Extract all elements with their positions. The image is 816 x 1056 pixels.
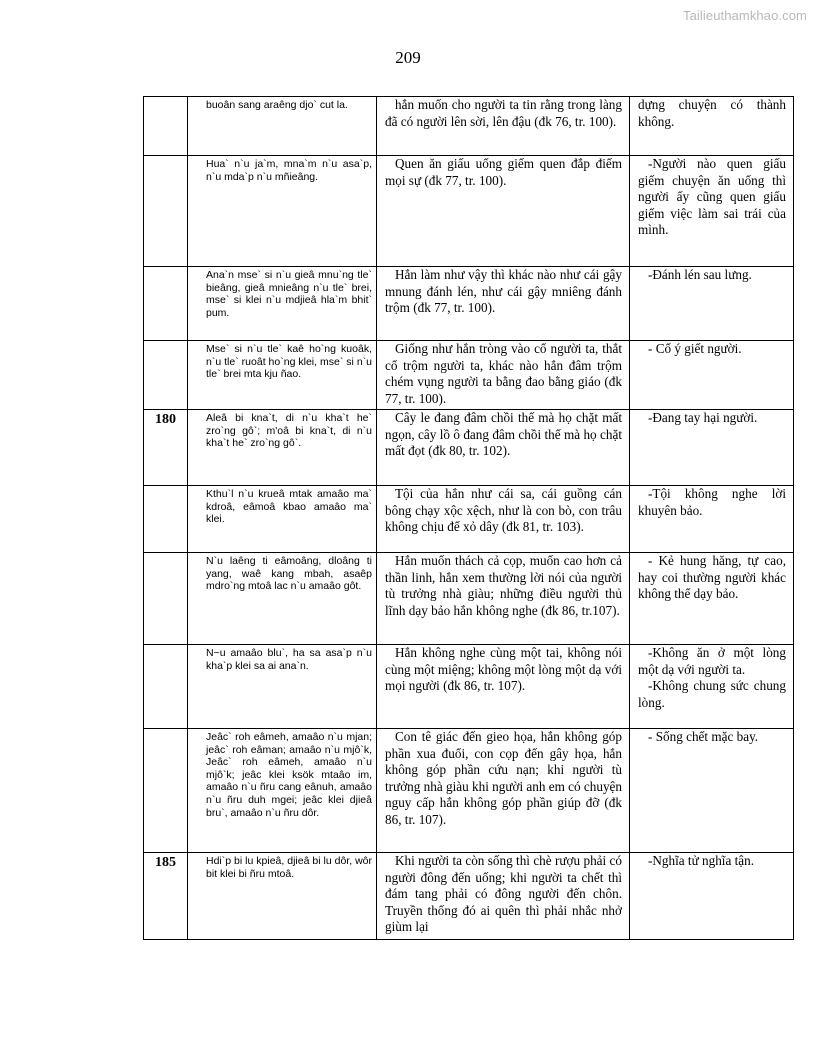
meaning-text: -Tội không nghe lời khuyên bảo. xyxy=(638,486,786,518)
entry-number xyxy=(144,486,188,553)
meaning-text: -Đánh lén sau lưng. xyxy=(648,267,752,282)
entry-number xyxy=(144,553,188,645)
page-number: 209 xyxy=(395,48,421,67)
table-row xyxy=(144,729,794,853)
meaning-cell xyxy=(630,729,794,853)
original-text: Mse` si n`u tle` kaê ho`ng kuoâk, n`u tle` ruoât ho`ng klei, mse` si n`u tle` brei mta kju ñao. xyxy=(188,341,377,410)
table-row xyxy=(144,853,794,940)
meaning-text: -Nghĩa tử nghĩa tận. xyxy=(648,853,755,868)
translation-text: Hắn không nghe cùng một tai, không nói cùng một miệng; không một lòng một dạ với mọi người (đk 86, tr. 107). xyxy=(377,645,630,729)
entry-number xyxy=(144,267,188,341)
meaning-cell xyxy=(630,341,794,410)
meaning-text: -Đang tay hại người. xyxy=(648,410,758,425)
translation-text: Con tê giác đến gieo họa, hắn không góp phần xua đuổi, con cọp đến gây họa, hắn không góp phần cứu nạn; khi người tù trưởng nhà giàu khi người anh em có chuyện nguy cấp hắn không góp phần giúp đỡ (đk 86, tr. 107). xyxy=(377,729,630,853)
table-row xyxy=(144,267,794,341)
translation-text: Quen ăn giấu uống giếm quen đắp điếm mọi sự (đk 77, tr. 100). xyxy=(377,156,630,267)
meaning-text: - Kẻ hung hăng, tự cao, hay coi thường người khác không thể dạy bảo. xyxy=(638,553,786,602)
original-text: Ana`n mse` si n`u gieâ mnu`ng tle` bieâng, gieâ mnieâng n`u tle` brei, mse` si klei n`u mdjieâ hla`m bhit` pum. xyxy=(188,267,377,341)
meaning-text: - Sống chết mặc bay. xyxy=(648,729,759,744)
meaning-cell xyxy=(630,553,794,645)
table-row xyxy=(144,97,794,156)
meaning-cell xyxy=(630,645,794,729)
entry-number xyxy=(144,156,188,267)
original-text: Jeâc` roh eâmeh, amaâo n`u mjan; jeâc` roh eâman; amaâo n`u mjô`k, Jeâc` roh eâmeh, amaâo n`u mjô`k; jeâc klei ksök mtaâo im, amaâo n`u ñru cang eânuh, amaâo n`u ñru duh mgei; jeâc klei djieâ bru`, amaâo n`u ñru dôr. xyxy=(188,729,377,853)
original-text: N~u amaâo blu`, ha sa asa`p n`u kha`p klei sa ai ana`n. xyxy=(188,645,377,729)
meaning-text: -Không chung sức chung lòng. xyxy=(638,678,786,710)
meaning-cell xyxy=(630,97,794,156)
entry-number xyxy=(144,97,188,156)
table-row xyxy=(144,410,794,486)
translation-text: Cây le đang đâm chồi thế mà họ chặt mất ngọn, cây lồ ô đang đâm chồi thế mà họ chặt mất đọt (đk 80, tr. 102). xyxy=(377,410,630,486)
watermark: Tailieuthamkhao.com xyxy=(682,8,807,23)
translation-text: Hắn làm như vậy thì khác nào như cái gậy mnung đánh lén, như cái gậy mniêng đánh trộm (đk 77, tr. 100). xyxy=(377,267,630,341)
meaning-text: -Người nào quen giấu giếm chuyện ăn uống thì người ấy cũng quen giấu giếm việc làm sai trái của mình. xyxy=(638,156,786,238)
table-row xyxy=(144,553,794,645)
meaning-cell xyxy=(630,486,794,553)
original-text: N`u laêng ti eâmoâng, dloâng ti yang, waê kang mbah, asaêp mdro`ng mtoâ lac n`u amaâo gôt. xyxy=(188,553,377,645)
meaning-cell xyxy=(630,156,794,267)
original-text: Hdi`p bi lu kpieâ, djieâ bi lu dôr, wôr bit klei bi ñru mtoâ. xyxy=(188,853,377,940)
table-row xyxy=(144,645,794,729)
meaning-text: -Không ăn ở một lòng một dạ với người ta. xyxy=(638,645,786,677)
meaning-cell xyxy=(630,267,794,341)
translation-text: Khi người ta còn sống thì chè rượu phải có người đông đến uống; khi người ta chết thì đám tang phải có đông người đến chôn. Truyền thống đó ai quên thì phải nhắc nhở giùm lại xyxy=(377,853,630,940)
translation-text: Giống như hắn tròng vào cổ người ta, thắt cổ trộm người ta, khác nào hắn đâm trộm chém vụng người ta bằng đao bằng giáo (đk 77, tr. 100). xyxy=(377,341,630,410)
entry-number xyxy=(144,341,188,410)
entry-number xyxy=(144,645,188,729)
original-text: Kthu`l n`u krueâ mtak amaâo ma` kdroâ, eâmoâ kbao amaâo ma` klei. xyxy=(188,486,377,553)
table-row xyxy=(144,486,794,553)
meaning-text: dựng chuyện có thành không. xyxy=(638,97,786,129)
proverb-table xyxy=(143,96,794,940)
entry-number: 185 xyxy=(144,853,188,940)
meaning-cell xyxy=(630,410,794,486)
original-text: Aleâ bi kna`t, di n`u kha`t he` zro`ng gô`; m'oâ bi kna`t, di n`u kha`t he` zro`ng gô`. xyxy=(188,410,377,486)
original-text: Hua` n`u ja`m, mna`m n`u asa`p, n`u mda`p n`u mñieâng. xyxy=(188,156,377,267)
translation-text: hắn muốn cho người ta tin rằng trong làng đã có người lên sời, lên đậu (đk 76, tr. 100). xyxy=(377,97,630,156)
translation-text: Hắn muốn thách cả cọp, muốn cao hơn cả thần linh, hắn xem thường lời nói của người tù trưởng nhà giàu; những điều người thủ lĩnh dạy bảo hắn không nghe (đk 86, tr.107). xyxy=(377,553,630,645)
translation-text: Tội của hắn như cái sa, cái guồng cán bông chạy xộc xệch, như là con bò, con trâu không chịu để xỏ dây (đk 81, tr. 103). xyxy=(377,486,630,553)
table-row xyxy=(144,156,794,267)
table-row xyxy=(144,341,794,410)
entry-number xyxy=(144,729,188,853)
entry-number: 180 xyxy=(144,410,188,486)
meaning-cell xyxy=(630,853,794,940)
meaning-text: - Cố ý giết người. xyxy=(648,341,742,356)
original-text: buoân sang araêng djo` cut la. xyxy=(188,97,377,156)
